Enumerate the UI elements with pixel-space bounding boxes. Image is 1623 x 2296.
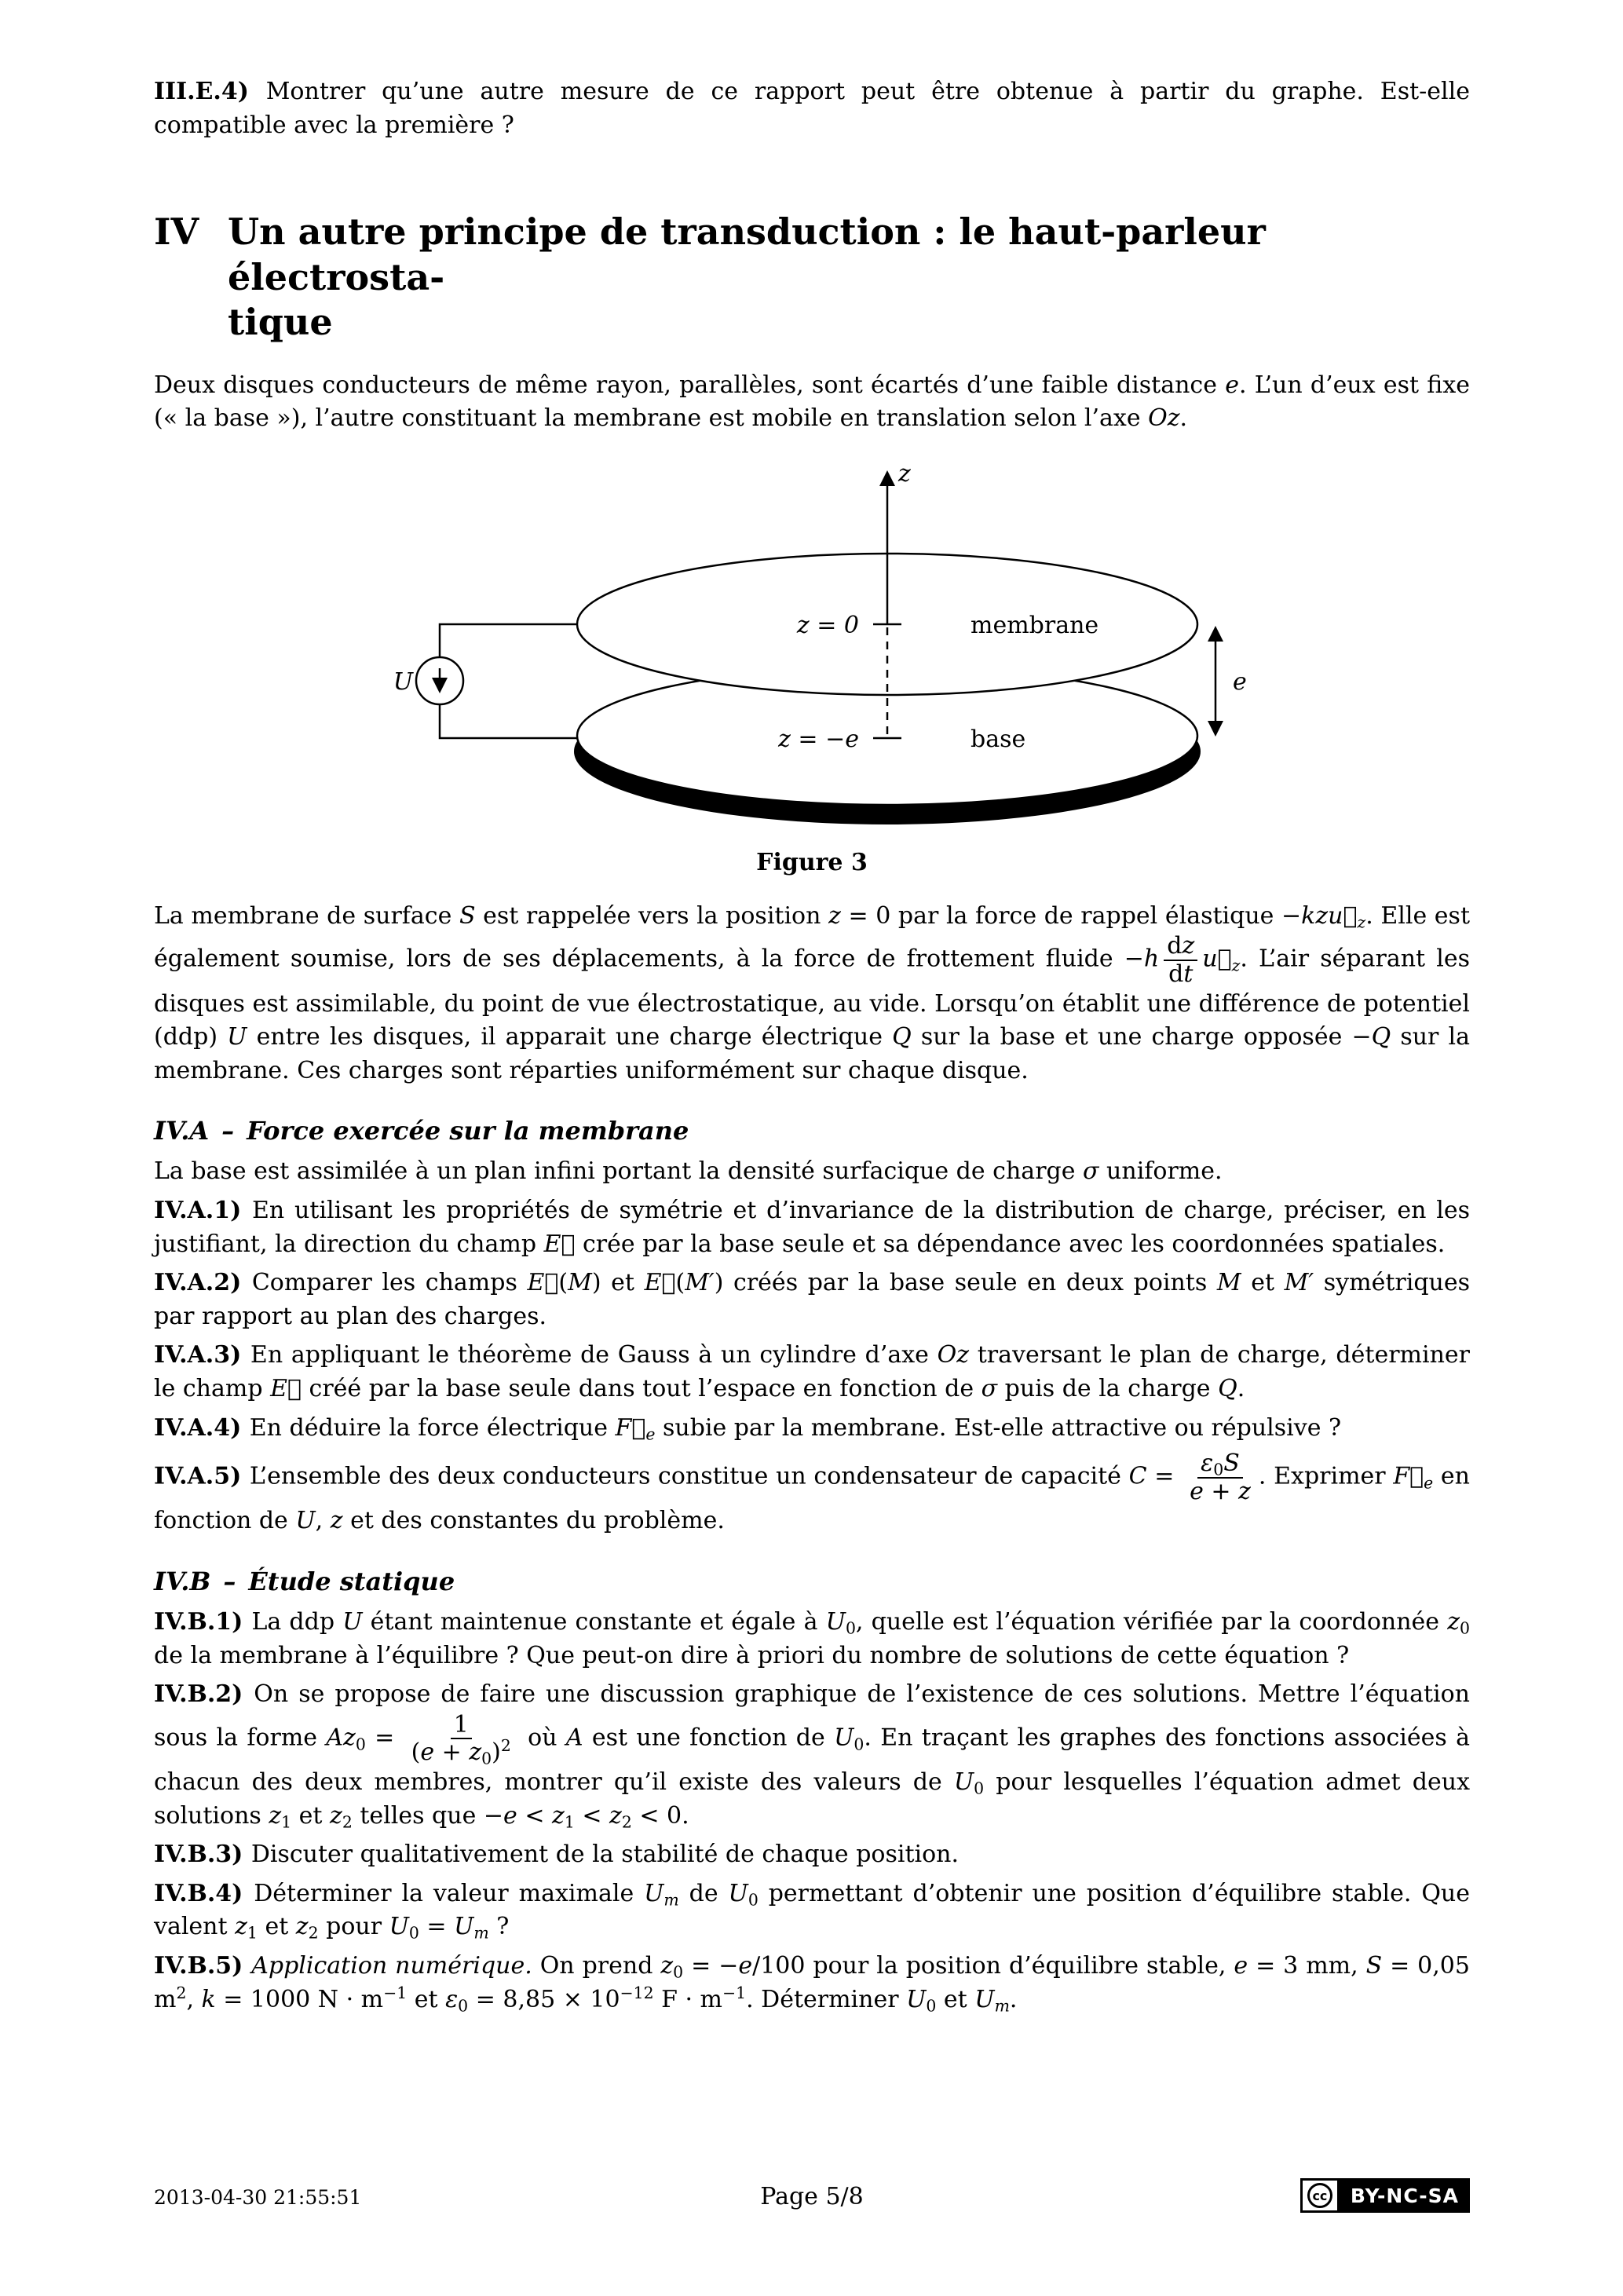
text-run: 1 <box>281 1812 292 1832</box>
text-run: 2 <box>621 1812 632 1832</box>
text-run: sur la membrane. Ces charges sont réparties uniformément sur chaque disque. <box>154 1023 1471 1084</box>
text-run: z <box>1231 956 1241 975</box>
text-run: 1 <box>247 1924 258 1943</box>
text-run: IV.A.4) <box>154 1413 250 1442</box>
text-run: = <box>419 1913 455 1941</box>
text-run: IV.A.2) <box>154 1269 252 1297</box>
text-run: < <box>517 1801 552 1830</box>
text-run: 0 <box>926 1996 937 2016</box>
text-run: . En traçant les graphes des fonctions associées à chacun des deux membres, montrer qu’il existe des valeurs de <box>154 1724 1470 1796</box>
text-run: crée par la base seule et sa dépendance avec les coordonnées spatiales. <box>575 1230 1446 1258</box>
text-run: IV.B.5) <box>154 1951 252 1980</box>
text-run: U <box>728 1879 748 1907</box>
text-run: U <box>974 1985 995 2013</box>
text-run: de la membrane à l’équilibre ? Que peut-on dire à priori du nombre de solutions de cette équation ? <box>154 1641 1350 1669</box>
text-run: m <box>663 1890 679 1910</box>
text-run: IV.B.3) <box>154 1841 251 1869</box>
text-run: et <box>936 1985 975 2013</box>
text-run: u⃗ <box>1328 901 1358 930</box>
membrane-label: membrane <box>971 611 1099 639</box>
z-minus-e-label: z = −e <box>778 725 859 753</box>
text-run: 1 <box>453 1710 469 1738</box>
text-run: pour lesquelles l’équation admet deux solutions <box>154 1768 1470 1830</box>
text-run: e <box>503 1801 517 1830</box>
text-run: . <box>1179 404 1188 433</box>
cc-license-badge <box>1300 2178 1470 2213</box>
text-run: . L’un d’eux est fixe (« la base »), l’autre constituant la membrane est mobile en translation selon l’axe <box>154 371 1470 433</box>
section-number: IV <box>154 210 199 254</box>
text-run: z <box>295 1913 309 1941</box>
membrane-forces-paragraph <box>154 900 1470 1088</box>
text-run: 1 <box>564 1812 575 1832</box>
text-run: −12 <box>620 1983 654 2002</box>
fraction <box>1186 1450 1254 1504</box>
text-run: 0 <box>458 1996 469 2016</box>
figure-caption: Figure 3 <box>756 848 868 876</box>
text-run: E⃗ <box>644 1269 676 1297</box>
z-axis-label: z <box>898 459 911 488</box>
text-run: Q <box>1371 1023 1391 1051</box>
text-run: d <box>1168 960 1184 989</box>
footer-page-number: Page 5/8 <box>760 2183 864 2210</box>
text-run: permettant d’obtenir une position d’équilibre stable. Que valent <box>154 1879 1470 1941</box>
text-run: et <box>257 1913 296 1941</box>
text-run: III.E.4) <box>154 78 266 105</box>
text-run: et <box>1241 1269 1285 1297</box>
denominator <box>408 1736 514 1769</box>
text-run: pour <box>318 1913 389 1941</box>
question-IV-B-3 <box>154 1838 1470 1872</box>
text-run: e <box>1225 371 1239 399</box>
text-run: 0 <box>408 1924 419 1943</box>
text-run: σ <box>1083 1157 1099 1186</box>
text-run: −1 <box>722 1983 747 2002</box>
section-heading-IV <box>154 210 1470 345</box>
text-run: 0 <box>355 1735 366 1754</box>
text-run: Montrer qu’une autre mesure de ce rapport peut être obtenue à partir du graphe. Est-elle compatible avec la première ? <box>154 78 1470 139</box>
text-run: Déterminer la valeur maximale <box>254 1879 645 1907</box>
text-run: −1 <box>383 1983 408 2002</box>
text-run: ) <box>492 1738 501 1767</box>
text-run: ( <box>411 1738 421 1767</box>
text-run: < 0. <box>631 1801 689 1830</box>
text-run: − <box>1351 1023 1372 1051</box>
text-run: z <box>1357 912 1366 932</box>
question-IV-B-1 <box>154 1606 1470 1673</box>
text-run: en fonction de <box>154 1462 1470 1535</box>
text-run: ε <box>445 1985 459 2013</box>
text-run: z <box>469 1738 482 1767</box>
text-run: + <box>1203 1477 1239 1505</box>
text-run: En appliquant le théorème de Gauss à un cylindre d’axe <box>250 1341 938 1369</box>
text-run: traversant le plan de charge, déterminer le champ <box>154 1341 1470 1402</box>
text-run: M′ <box>1284 1269 1314 1297</box>
text-run: 0 <box>673 1962 684 1982</box>
subsection-IV-B <box>154 1567 1470 1596</box>
text-run: 2 <box>342 1812 353 1832</box>
wire-top <box>440 624 577 657</box>
text-run: = <box>1146 1462 1183 1490</box>
text-run: z <box>660 1951 674 1980</box>
text-run: h <box>1143 945 1160 974</box>
text-run: . <box>1009 1985 1018 2013</box>
text-run: 2 <box>308 1924 319 1943</box>
text-run: U <box>227 1023 247 1051</box>
text-run: t <box>1183 960 1193 989</box>
text-run: Az <box>326 1724 356 1752</box>
text-run: ) créés par la base seule en deux points <box>714 1269 1217 1297</box>
text-run: = 0,05 m <box>154 1951 1470 2013</box>
text-run: F⃗ <box>1393 1462 1424 1490</box>
text-run: On prend <box>532 1951 661 1980</box>
text-run: kz <box>1301 901 1329 930</box>
text-run: En déduire la force électrique <box>249 1413 616 1442</box>
text-run: de <box>678 1879 729 1907</box>
denominator <box>1165 961 1196 988</box>
text-run: z <box>330 1507 343 1535</box>
text-run: Étude statique <box>248 1566 455 1596</box>
section-title-line: tique <box>228 301 333 344</box>
text-run: subie par la membrane. Est-elle attractive ou répulsive ? <box>655 1413 1342 1442</box>
text-run: entre les disques, il apparait une charge électrique <box>247 1023 893 1051</box>
text-run: F · m <box>653 1985 723 2013</box>
text-run: + <box>434 1738 470 1767</box>
text-run: = 3 mm, <box>1248 1951 1366 1980</box>
page-content <box>154 75 1470 2022</box>
text-run: − <box>483 1801 504 1830</box>
text-run: uniforme. <box>1098 1157 1223 1186</box>
text-run: . <box>1237 1375 1245 1402</box>
text-run: e <box>1424 1473 1434 1493</box>
text-run: m <box>473 1924 489 1943</box>
figure-3 <box>154 459 1470 832</box>
text-run: z <box>1182 932 1195 960</box>
text-run: k <box>201 1985 216 2013</box>
text-run: z <box>609 1801 622 1830</box>
text-run: U <box>906 1985 927 2013</box>
text-run: où <box>518 1724 566 1752</box>
intro-paragraph <box>154 369 1470 436</box>
text-run: – <box>210 1566 249 1596</box>
text-run: = 8,85 × 10 <box>468 1985 620 2013</box>
question-III-E-4 <box>154 75 1470 142</box>
text-run: z <box>235 1913 247 1941</box>
question-IV-B-4 <box>154 1877 1470 1944</box>
text-run: créé par la base seule dans tout l’espace en fonction de <box>302 1375 981 1402</box>
text-run: E⃗ <box>543 1230 576 1258</box>
text-run: 0 <box>1213 1460 1224 1479</box>
text-run: IV.A <box>154 1116 210 1146</box>
text-run: M <box>568 1269 592 1297</box>
text-run: est une fonction de <box>583 1724 835 1752</box>
content-after-figure <box>154 900 1470 2016</box>
text-run: z <box>1447 1607 1460 1636</box>
text-run: La membrane de surface <box>154 901 459 930</box>
subsection-IV-A <box>154 1116 1470 1146</box>
numerator <box>451 1712 472 1740</box>
text-run: e <box>645 1424 656 1444</box>
text-run: On se propose de faire une discussion graphique de l’existence de ces solutions. Mettre l’équation sous la forme <box>154 1680 1471 1752</box>
text-run: U <box>953 1768 974 1796</box>
text-run: , <box>315 1507 331 1535</box>
text-run: symétriques par rapport au plan des charges. <box>154 1269 1470 1330</box>
text-run: Deux disques conducteurs de même rayon, parallèles, sont écartés d’une faible distance <box>154 371 1226 399</box>
text-run: U <box>834 1724 854 1752</box>
numerator <box>1197 1450 1243 1479</box>
question-IV-A-3 <box>154 1339 1470 1406</box>
text-run: σ <box>981 1375 998 1402</box>
text-run: M′ <box>685 1269 715 1297</box>
question-IV-B-5 <box>154 1950 1470 2016</box>
text-run: 0 <box>481 1749 492 1769</box>
text-run: . Elle est également soumise, lors de ses déplacements, à la force de frottement fluide <box>154 901 1471 974</box>
text-run: z <box>552 1801 565 1830</box>
text-run: En utilisant les propriétés de symétrie et d’invariance de la distribution de charge, préciser, en les justifiant, la direction du champ <box>154 1197 1470 1258</box>
z-zero-label: z = 0 <box>796 611 859 639</box>
text-run: Comparer les champs <box>251 1269 528 1297</box>
text-run: m <box>994 1996 1010 2016</box>
text-run: étant maintenue constante et égale à <box>362 1607 826 1636</box>
text-run: e <box>738 1951 753 1980</box>
section-title-line: Un autre principe de transduction : le haut-parleur électrosta- <box>228 210 1266 298</box>
text-run: U <box>825 1607 846 1636</box>
question-IV-A-5 <box>154 1450 1470 1538</box>
voltage-label: U <box>393 667 413 696</box>
text-run: Force exercée sur la membrane <box>247 1116 689 1146</box>
text-run: U <box>644 1879 664 1907</box>
section-title <box>228 210 1470 345</box>
question-IV-A-1 <box>154 1194 1470 1261</box>
text-run: E⃗ <box>270 1375 302 1402</box>
text-run: 0 <box>1460 1618 1470 1638</box>
text-run: = <box>365 1724 404 1752</box>
text-run: , quelle est l’équation vérifiée par la coordonnée <box>855 1607 1448 1636</box>
text-run: z <box>828 901 841 930</box>
text-run: A <box>565 1724 583 1752</box>
text-run: IV.B <box>154 1566 211 1596</box>
figure-3-diagram <box>154 459 1470 828</box>
text-run: − <box>1124 945 1144 974</box>
gap-label: e <box>1233 667 1247 696</box>
text-run: S <box>459 901 476 930</box>
text-run: Discuter qualitativement de la stabilité de chaque position. <box>250 1841 960 1869</box>
text-run: z <box>269 1801 282 1830</box>
text-run: et des constantes du problème. <box>342 1507 725 1535</box>
footer-timestamp: 2013-04-30 21:55:51 <box>154 2186 362 2209</box>
text-run: L’ensemble des deux conducteurs constitue un condensateur de capacité <box>249 1462 1129 1490</box>
text-run: La ddp <box>251 1607 343 1636</box>
text-run: IV.B.2) <box>154 1680 254 1709</box>
question-IV-A-2 <box>154 1267 1470 1333</box>
text-run: d <box>1167 932 1183 960</box>
wire-bottom <box>440 704 577 738</box>
text-run: sur la base et une charge opposée <box>911 1023 1352 1051</box>
question-IV-B-2 <box>154 1678 1470 1833</box>
text-run: U <box>295 1507 316 1535</box>
text-run: Application numérique. <box>251 1951 532 1980</box>
cc-logo <box>1300 2178 1340 2213</box>
content-before-figure <box>154 75 1470 436</box>
text-run: = 0 par la force de rappel élastique <box>840 901 1282 930</box>
denominator <box>1186 1479 1254 1505</box>
text-run: e <box>420 1738 435 1767</box>
cc-circle-icon: cc <box>1307 2183 1332 2208</box>
text-run: U <box>389 1913 409 1941</box>
base-label: base <box>971 725 1026 753</box>
text-run: , <box>186 1985 202 2013</box>
text-run: 2 <box>500 1736 511 1756</box>
text-run: = <box>683 1951 719 1980</box>
text-run: puis de la charge <box>997 1375 1219 1402</box>
text-run: S <box>1365 1951 1383 1980</box>
text-run: − <box>1281 901 1302 930</box>
text-run: 0 <box>854 1735 865 1754</box>
text-run: Oz <box>937 1341 970 1369</box>
text-run: F⃗ <box>615 1413 646 1442</box>
text-run: IV.A.1) <box>154 1197 253 1225</box>
fraction <box>1164 933 1197 987</box>
base-plane-paragraph <box>154 1155 1470 1189</box>
question-IV-A-4 <box>154 1412 1470 1446</box>
text-run: et <box>291 1801 331 1830</box>
numerator <box>1164 933 1197 961</box>
text-run: E⃗ <box>527 1269 559 1297</box>
text-run: S <box>1223 1450 1240 1478</box>
text-run: ε <box>1201 1450 1214 1478</box>
text-run: telles que <box>352 1801 484 1830</box>
text-run: La base est assimilée à un plan infini portant la densité surfacique de charge <box>154 1157 1084 1186</box>
fraction <box>408 1710 514 1769</box>
text-run: /100 pour la position d’équilibre stable, <box>752 1951 1234 1980</box>
text-run: . Exprimer <box>1258 1462 1394 1490</box>
text-run: − <box>718 1951 739 1980</box>
text-run: IV.B.4) <box>154 1879 254 1907</box>
text-run: Oz <box>1148 404 1180 433</box>
text-run: C <box>1128 1462 1147 1490</box>
text-run: 0 <box>748 1890 758 1910</box>
text-run: u⃗ <box>1202 945 1232 974</box>
text-run: z <box>330 1801 342 1830</box>
text-run: U <box>454 1913 474 1941</box>
text-run: 0 <box>845 1618 856 1638</box>
text-run: M <box>1216 1269 1241 1297</box>
text-run: est rappelée vers la position <box>475 901 829 930</box>
text-run: IV.A.5) <box>154 1462 250 1490</box>
text-run: IV.B.1) <box>154 1607 252 1636</box>
text-run: 0 <box>974 1779 985 1798</box>
text-run: IV.A.3) <box>154 1341 250 1369</box>
text-run: ) et <box>591 1269 645 1297</box>
text-run: e <box>1234 1951 1248 1980</box>
page-footer <box>154 2177 1470 2224</box>
text-run: ( <box>675 1269 685 1297</box>
text-run: z <box>1238 1477 1251 1505</box>
text-run: = 1000 N · m <box>215 1985 384 2013</box>
text-run: U <box>342 1607 363 1636</box>
text-run: Q <box>892 1023 912 1051</box>
text-run: ( <box>558 1269 568 1297</box>
text-run: . Déterminer <box>746 1985 907 2013</box>
text-run: ? <box>488 1913 510 1941</box>
text-run: Q <box>1218 1375 1237 1402</box>
text-run: 2 <box>176 1983 187 2002</box>
text-run: < <box>574 1801 610 1830</box>
text-run: . L’air séparant les disques est assimilable, du point de vue électrostatique, au vide. Lorsqu’on établit une différence de potentiel (ddp) <box>154 945 1470 1051</box>
text-run: – <box>209 1116 247 1146</box>
text-run: et <box>407 1985 446 2013</box>
cc-license-text: BY-NC-SA <box>1340 2178 1470 2213</box>
text-run: e <box>1190 1477 1204 1505</box>
